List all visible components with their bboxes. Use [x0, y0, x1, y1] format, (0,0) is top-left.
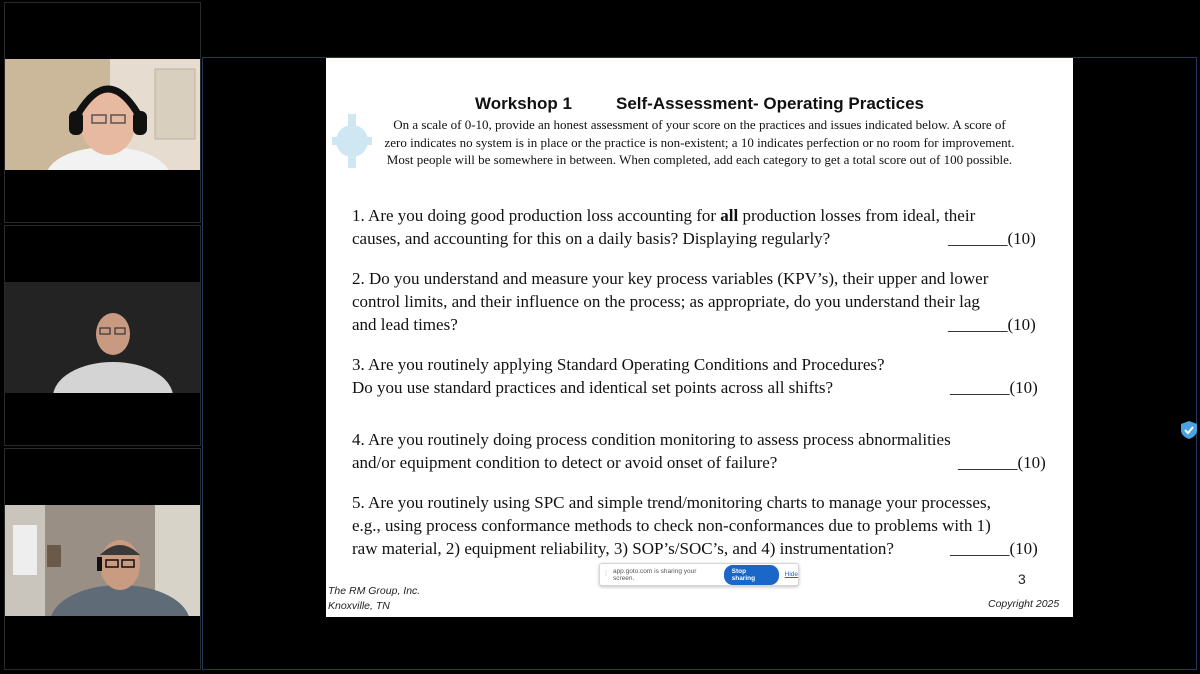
- page-number: 3: [1018, 571, 1026, 587]
- question-text: production losses from ideal, their: [738, 206, 976, 225]
- hide-link[interactable]: Hide: [784, 571, 798, 578]
- instructions-line: On a scale of 0-10, provide an honest assessment of your score on the practices and issues indicated below. A score of: [393, 117, 1006, 132]
- participant-tile-3[interactable]: [4, 448, 201, 670]
- question-text: raw material, 2) equipment reliability, 3) SOP’s/SOC’s, and 4) instrumentation?: [352, 539, 894, 558]
- sharing-message: app.goto.com is sharing your screen.: [612, 567, 697, 582]
- question-1: [352, 204, 1062, 250]
- question-text: and/or equipment condition to detect or avoid onset of failure?: [352, 453, 778, 472]
- question-text: 2. Do you understand and measure your key process variables (KPV’s), their upper and lower: [352, 269, 989, 288]
- slide-title: [326, 94, 1073, 114]
- company-location: Knoxville, TN: [328, 600, 390, 612]
- question-text: and lead times?: [352, 315, 458, 334]
- question-text: 1. Are you doing good production loss accounting for: [352, 206, 721, 225]
- instructions-line: Most people will be somewhere in between. When completed, add each category to get a total score out of 100 possible.: [386, 152, 1013, 167]
- assessment-title: Self-Assessment- Operating Practices: [615, 94, 924, 113]
- question-5: [352, 491, 1062, 560]
- question-text: control limits, and their influence on the process; as appropriate, do you understand their lag: [352, 292, 980, 311]
- participant-tile-1[interactable]: [4, 2, 201, 223]
- emphasis-text: all: [720, 206, 739, 225]
- screen-sharing-bar: [599, 563, 799, 586]
- question-text: 5. Are you routinely using SPC and simple trend/monitoring charts to manage your processes,: [352, 493, 991, 512]
- participant-tile-2[interactable]: [4, 225, 201, 446]
- question-text: causes, and accounting for this on a daily basis? Displaying regularly?: [352, 229, 831, 248]
- instructions-line: zero indicates no system is in place or the practice is non-existent; a 10 indicates perfection or no room for improvement.: [384, 134, 1015, 150]
- question-text: 3. Are you routinely applying Standard Operating Conditions and Procedures?: [352, 355, 885, 374]
- company-name: The RM Group, Inc.: [328, 585, 421, 597]
- score-blank: _______(10): [948, 315, 1036, 334]
- question-text: e.g., using process conformance methods to check non-conformances due to problems with 1): [352, 516, 991, 535]
- question-4: [352, 428, 1062, 474]
- question-text: Do you use standard practices and identical set points across all shifts?: [352, 378, 834, 397]
- instructions-paragraph: [336, 116, 1063, 169]
- participant-video-1: [5, 59, 200, 170]
- score-blank: _______(10): [958, 453, 1046, 472]
- copyright-text: Copyright 2025: [988, 598, 1060, 610]
- score-blank: _______(10): [948, 229, 1036, 248]
- score-blank: _______(10): [950, 539, 1038, 558]
- shared-slide: [326, 58, 1073, 617]
- question-text: 4. Are you routinely doing process condition monitoring to assess process abnormalities: [352, 430, 951, 449]
- score-blank: _______(10): [950, 378, 1038, 397]
- drag-handle-icon[interactable]: ⁞: [605, 571, 607, 578]
- question-2: [352, 267, 1062, 336]
- workshop-label: Workshop 1: [475, 94, 572, 113]
- participant-video-2: [5, 282, 200, 393]
- question-3: [352, 353, 1062, 399]
- participant-video-3: [5, 505, 200, 616]
- stop-sharing-button[interactable]: Stop sharing: [724, 565, 779, 585]
- shield-check-icon[interactable]: [1180, 420, 1198, 440]
